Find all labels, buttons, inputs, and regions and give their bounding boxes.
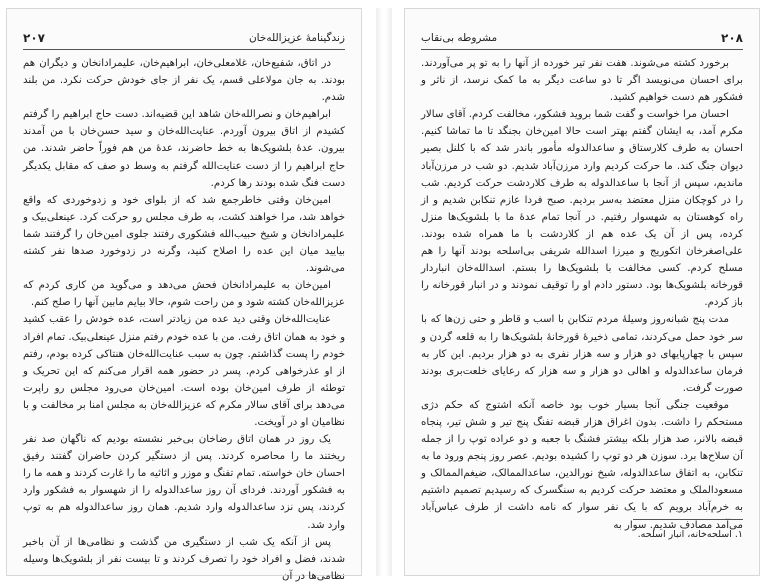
paragraph: پس از آنکه یک شب از دستگیری من گذشت و نظامی‌ها از آن باخبر شدند، فضل و افراد خود را تصرف کردند و تا بیست نفر از بلشویک‌ها وسیله نظامی‌ها در آن: [23, 536, 345, 582]
paragraph: ابراهیم‌خان و نصرالله‌خان شاهد این قضیه‌اند. دست حاج ابراهیم را گرفتم کشیدم از اتاق بیرون آوردم. عنایت‌الله‌خان و سید حسن‌خان با من آمدند بیرون. عدهٔ بلشویک‌ها به خط حاضرند، عدهٔ من هم فوراً حاضر شدند. من حاج ابراهیم را از دست عنایت‌الله گرفتم به وسط دو صف که مقابل یکدیگر دست فنگ شده بودند رها کردم.: [23, 109, 345, 189]
paragraph: در اتاق، شفیع‌خان، غلامعلی‌خان، ابراهیم‌خان، علیمرادانخان و دیگران هم بودند. به جان مولاعلی قسم، یک نفر از جای خودش حرکت نکرد. من بلند شدم.: [23, 58, 345, 104]
paragraph: احسان مرا خواست و گفت شما بروید فشکور، مخالفت کردم. آقای سالار مکرم آمد، به ایشان گفتم بهتر است حالا امین‌خان بجنگد تا ما تماشا کنیم. احسان به طرف کلارستاق و ساعدالدوله مأمور باندر شد که با کلنل بصیر دیوان جنگ کند. ما حرکت کردیم وارد مرزن‌آباد شدیم. دو شب در مرزن‌آباد ماندیم، سپس از آنجا با ساعدالدوله به طرف کلاردشت حرکت کردیم. شب را در کوچکان منزل معتضد به‌سر بردیم. صبح فردا عازم تنکابن شدیم و از راه کوهستان به شهسوار رفتیم. در آنجا تمام عدهٔ ما با بلشویک‌ها منزل کرده، پس از آن یک عده هم از کلاردشت با ما همراه شده بودند. علی‌اصغرخان اتکوریج و میرزا اسدالله شریفی بی‌اسلحه بودند آنها را هم مسلح کردم. کسی مخالفت با بلشویک‌ها را بستم. اسدالله‌خان انباردار قورخانه بلشویک‌ها بود. دستور دادم او را توقیف نمودند و در انبار قورخانه را باز کردم.: [421, 109, 743, 309]
running-title: زندگینامهٔ عزیزالله‌خان: [248, 32, 345, 44]
footnote: ۱. اسلحه‌خانه، انبار اسلحه.: [637, 529, 743, 540]
book-gutter: [376, 8, 392, 576]
paragraph: یک روز در همان اتاق رضاخان بی‌خبر نشسته بودیم که ناگهان صد نفر ریختند ما را محاصره کردند. پس از دستگیر کردن حاضران گفتند رفیق احسان خان خواسته. تمام تفنگ و موزر و اثاثیه ما را غارت کردند و همه ما را به فشکور آوردند. فردای آن روز ساعدالدوله را از شهسوار به فشکور وارد کردند، پس نزد ساعدالدوله وارد شدیم. همان روز ساعدالدوله هم به توپ وارد شد.: [23, 434, 345, 531]
page-number: ۲۰۸: [721, 31, 743, 45]
page-number: ۲۰۷: [23, 31, 45, 45]
right-page: [404, 8, 760, 576]
left-page: [6, 8, 362, 582]
page-body: [421, 55, 743, 534]
running-title: مشروطه بی‌نقاب: [421, 32, 498, 44]
paragraph: مدت پنج شبانه‌روز وسیلهٔ مردم تنکابن با اسب و قاطر و حتی زن‌ها که با سر خود حمل می‌کردند، تمامی ذخیرهٔ قورخانهٔ بلشویک‌ها را به قلعه گردن و سپس با چهارپایهای دو هزار و سه هزار نفری به دو هزار بردیم. این کار به فرمان ساعدالدوله و اهالی دو هزار و سه هزار که رعایای خلعت‌بری بودند صورت گرفت.: [421, 314, 743, 394]
page-header: [421, 31, 743, 50]
paragraph: موقعیت جنگی آنجا بسیار خوب بود خاصه آنکه اشتوج که حکم دژی مستحکم را داشت. بدون اغراق هزار قبضه تفنگ پنج تیر و شش تیر، پنجاه قبضه بالانر، صد هزار بلکه بیشتر فشنگ با جعبه و دو عراده توپ را از جمله آن سلاح‌ها برد. سوزن هر دو توپ را کشیده بودیم. عصر روز پنجم ورود ما به تنکابن، به اتفاق ساعدالدوله، شیخ نورالدین، ساعدالممالک، ضیغم‌الممالک و مسعودالملک و معتضد حرکت کردیم به سنگسرک که رسیدیم تصمیم داشتیم به خرم‌آباد برویم که با یک نفر سوار که نامه داشت از طرف عباس‌آباد می‌آمد مصادف شدیم. سوار به: [421, 399, 743, 531]
footnote-divider: [633, 519, 743, 520]
paragraph: عنایت‌الله‌خان وقتی دید عده من زیادتر است، عده خودش را عقب کشید و خود به همان اتاق رفت. من با عده خودم رفتم منزل عینعلی‌بیک. تمام افراد خودم را پست گذاشتم. چون به سبب عنایت‌الله‌خان هنتاکی کرده بودم، رفتم از او عذرخواهی کردم. پسر در حضور همه اقرار می‌کنم که این تحریک و توطئه از طرف امین‌خان بوده است. امین‌خان می‌رود مجلس رو راپرت می‌دهد برای آقای سالار مکرم که عزیزالله‌خان به مجلس امنا بر مخالفت و با نظامیان او در آویخت.: [23, 314, 345, 428]
paragraph: امین‌خان به علیمرادانخان فحش می‌دهد و می‌گوید من کاری کردم که عزیزالله‌خان کشته شود و من راحت شوم، حالا بیایم مابین آنها را صلح کنم.: [23, 280, 345, 309]
page-body: [23, 55, 345, 585]
paragraph: برخورد کشته می‌شوند. هفت نفر تیر خورده از آنها را به تو پر می‌آوردند. برای احسان می‌نویسد اگر تا دو ساعت دیگر به ما کمک نرسد، از ناثر و فشکور هم دست خواهیم کشید.: [421, 58, 743, 104]
page-header: [23, 31, 345, 50]
paragraph: امین‌خان وقتی خاطرجمع شد که از بلوای خود و زدوخوردی که واقع خواهد شد، مرا خواهند کشت، به طرف مجلس رو حرکت کرد. عینعلی‌بیک و علیمرادانخان و شیخ حبیب‌الله فشکوری رفتند جلوی امین‌خان را گرفتند شما بیایید میان این عده را اصلاح کنید، وگرنه در زدوخورد صدها نفر کشته می‌شوند.: [23, 194, 345, 275]
